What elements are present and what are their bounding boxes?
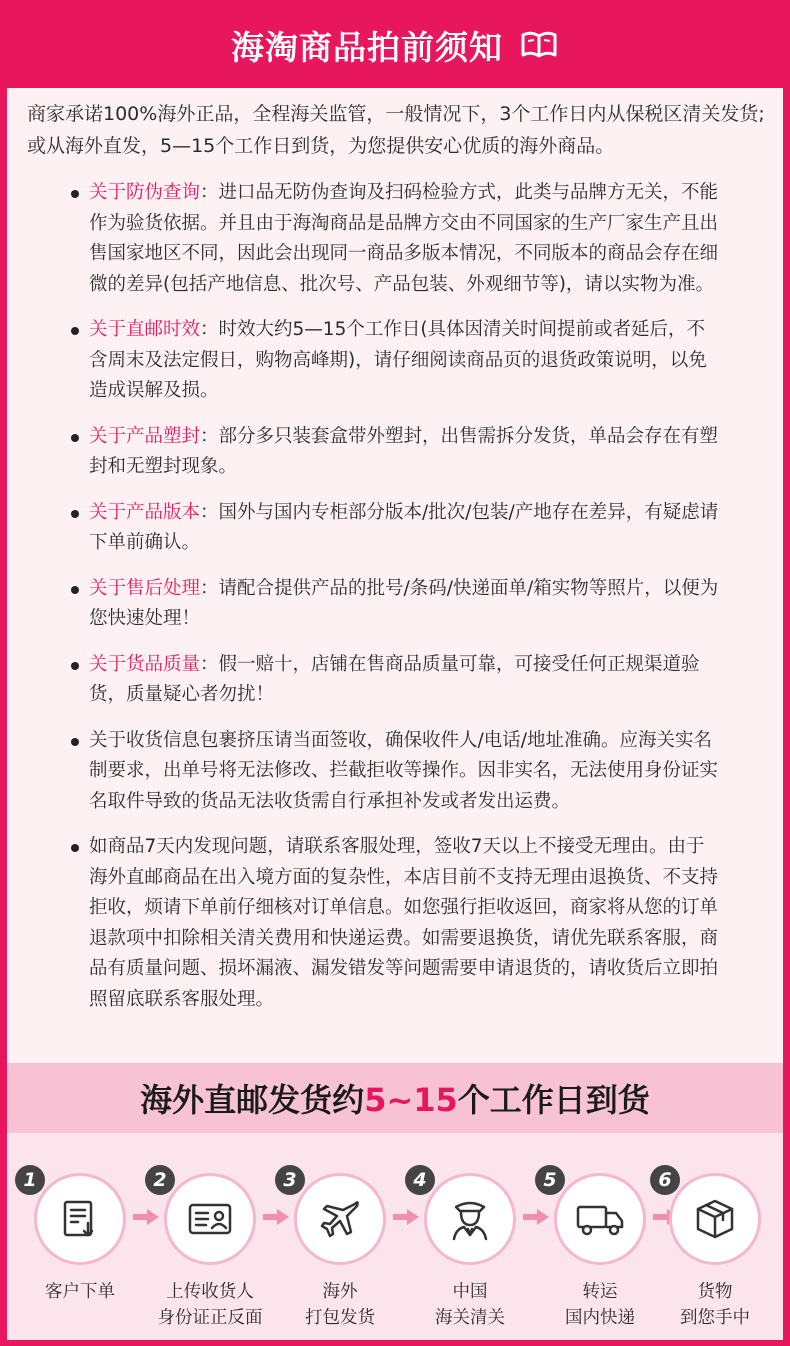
bullet-dot — [71, 510, 79, 518]
page-title: 海淘商品拍前须知 — [231, 27, 503, 67]
note-text: 国外与国内专柜部分版本/批次/包装/产地存在差异，有疑虑请下单前确认。 — [89, 501, 719, 553]
banner-suffix: 个工作日到货 — [457, 1081, 650, 1119]
step-label — [145, 1279, 275, 1331]
step-2 — [145, 1169, 275, 1331]
step-label-line1: 上传收货人 — [166, 1282, 254, 1302]
note-item — [71, 422, 721, 483]
step-number: 2 — [145, 1165, 175, 1195]
step-circle — [554, 1173, 646, 1265]
note-item — [71, 498, 721, 559]
step-1 — [15, 1169, 145, 1305]
bullet-dot — [71, 434, 79, 442]
open-book-icon — [519, 29, 559, 61]
note-highlight: 关于货品质量 — [89, 653, 201, 675]
banner-text — [140, 1075, 650, 1121]
step-label — [275, 1279, 405, 1331]
note-item — [71, 832, 721, 1015]
step-label-line2: 打包发货 — [305, 1308, 375, 1328]
shipping-time-banner — [7, 1063, 783, 1133]
step-label-line2: 到您手中 — [680, 1308, 750, 1328]
step-label — [15, 1279, 145, 1305]
note-text: 时效大约5—15个工作日(具体因清关时间提前或者延后，不含周末及法定假日，购物高峰期)，请仔细阅读商品页的退货政策说明，以免造成误解及损。 — [89, 319, 707, 401]
note-highlight: 关于产品塑封 — [89, 425, 201, 447]
bullet-dot — [71, 844, 79, 852]
step-3 — [275, 1169, 405, 1331]
package-box-icon — [692, 1196, 738, 1242]
note-separator: ： — [200, 653, 219, 675]
note-item — [71, 178, 721, 300]
process-steps — [7, 1133, 783, 1340]
note-text: 请配合提供产品的批号/条码/快递面单/箱实物等照片，以便为您快速处理！ — [89, 577, 719, 629]
step-label — [405, 1279, 535, 1331]
step-5 — [535, 1169, 665, 1331]
step-circle — [424, 1173, 516, 1265]
note-item — [71, 315, 721, 407]
step-circle — [294, 1173, 386, 1265]
bullet-dot — [71, 662, 79, 670]
note-text: 如商品7天内发现问题，请联系客服处理，签收7天以上不接受无理由。由于海外直邮商品在出入境方面的复杂性，本店目前不支持无理由退换货、不支持拒收，烦请下单前仔细核对订单信息。如您强行拒收返回，商家将从您的订单退款项中扣除相关清关费用和快递运费。如需要退换货，请优先联系客服，商品有质量问题、损坏漏液、漏发错发等问题需要申请退货的，请收货后立即拍照留底联系客服处理。 — [89, 836, 719, 1010]
note-highlight: 关于售后处理 — [89, 577, 201, 599]
customs-officer-icon — [446, 1195, 494, 1243]
step-label-line2: 身份证正反面 — [157, 1308, 263, 1328]
step-circle — [34, 1173, 126, 1265]
note-item — [71, 574, 721, 635]
step-label-line1: 转运 — [582, 1282, 618, 1302]
bullet-dot — [71, 327, 79, 335]
note-separator: ： — [200, 577, 219, 599]
note-item — [71, 650, 721, 711]
step-label-line1: 海外 — [322, 1282, 358, 1302]
note-text: 假一赔十，店铺在售商品质量可靠，可接受任何正规渠道验货，质量疑心者勿扰！ — [89, 653, 700, 705]
header — [0, 0, 790, 90]
step-label-line1: 客户下单 — [45, 1282, 115, 1302]
note-separator: ： — [200, 319, 219, 340]
step-number: 3 — [275, 1165, 305, 1195]
step-number: 6 — [650, 1165, 680, 1195]
notes-list — [71, 178, 721, 1030]
step-number: 5 — [535, 1165, 565, 1195]
step-label-line2: 国内快递 — [565, 1308, 635, 1328]
airplane-icon — [317, 1196, 363, 1242]
note-separator: ： — [200, 425, 219, 447]
note-separator: ： — [200, 501, 219, 523]
note-highlight: 关于直邮时效 — [89, 319, 201, 340]
order-form-icon — [58, 1197, 102, 1241]
step-label-line1: 货物 — [697, 1282, 733, 1302]
bullet-dot — [71, 738, 79, 746]
delivery-truck-icon — [574, 1197, 626, 1241]
note-highlight: 关于产品版本 — [89, 501, 201, 523]
bullet-dot — [71, 190, 79, 198]
content-panel — [7, 88, 783, 1340]
note-text: 部分多只装套盒带外塑封，出售需拆分发货，单品会存在有塑封和无塑封现象。 — [89, 425, 719, 477]
step-label-line1: 中国 — [452, 1282, 488, 1302]
banner-prefix: 海外直邮发货约 — [140, 1081, 365, 1119]
intro-text: 商家承诺100%海外正品，全程海关监管，一般情况下，3个工作日内从保税区清关发货;或从海外直发，5—15个工作日到货，为您提供安心优质的海外商品。 — [27, 103, 765, 157]
note-item — [71, 726, 721, 818]
step-number: 4 — [405, 1165, 435, 1195]
step-4 — [405, 1169, 535, 1331]
note-highlight: 关于防伪查询 — [89, 182, 201, 203]
step-number: 1 — [15, 1165, 45, 1195]
note-text: 关于收货信息包裹挤压请当面签收，确保收件人/电话/地址准确。应海关实名制要求，出单号将无法修改、拦截拒收等操作。因非实名，无法使用身份证实名取件导致的货品无法收货需自行承担补发或者发出运费。 — [89, 729, 719, 812]
id-card-icon — [186, 1197, 234, 1241]
step-label-line2: 海关清关 — [435, 1308, 505, 1328]
step-circle — [164, 1173, 256, 1265]
step-6 — [650, 1169, 780, 1331]
step-circle — [669, 1173, 761, 1265]
bullet-dot — [71, 586, 79, 594]
step-label — [650, 1279, 780, 1331]
step-label — [535, 1279, 665, 1331]
note-separator: ： — [200, 182, 219, 203]
banner-highlight: 5~15 — [364, 1081, 458, 1119]
note-text: 进口品无防伪查询及扫码检验方式，此类与品牌方无关，不能作为验货依据。并且由于海淘商品是品牌方交由不同国家的生产厂家生产且出售国家地区不同，因此会出现同一商品多版本情况，不同版本的商品会存在细微的差异(包括产地信息、批次号、产品包装、外观细节等)，请以实物为准。 — [89, 182, 719, 295]
